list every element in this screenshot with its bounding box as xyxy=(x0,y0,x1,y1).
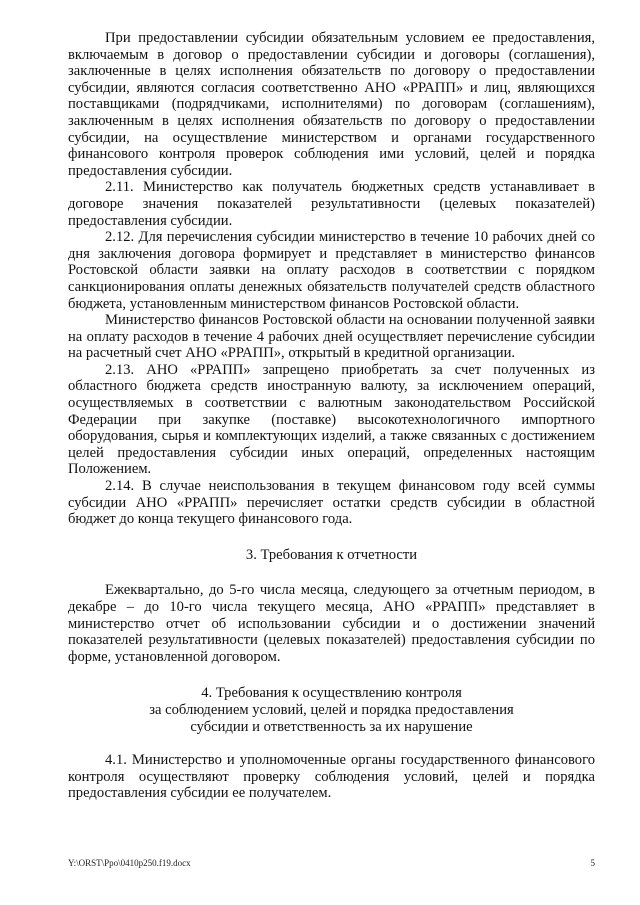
document-page xyxy=(68,30,595,802)
paragraph-2-11: 2.11. Министерство как получатель бюджетных средств устанавливает в договоре значения показателей результативности (целевых показателей) предоставления субсидии. xyxy=(68,179,595,229)
paragraph-2-13: 2.13. АНО «РРАПП» запрещено приобретать за счет полученных из областного бюджета средств иностранную валюту, за исключением операций, осуществляемых в соответствии с валютным законодательством Российской Федерации при закупке (поставке) высокотехнологичного импортного оборудования, сырья и комплектующих изделий, а также связанных с достижением целей предоставления субсидии иных операций, определенных настоящим Положением. xyxy=(68,361,595,478)
paragraph-4-1: 4.1. Министерство и уполномоченные органы государственного финансового контроля осуществляют проверку соблюдения условий, целей и порядка предоставления субсидии ее получателем. xyxy=(68,752,595,802)
paragraph-transfer: Министерство финансов Ростовской области на основании полученной заявки на оплату расходов в течение 4 рабочих дней осуществляет перечисление субсидии на расчетный счет АНО «РРАПП», открытый в кредитной организации. xyxy=(68,312,595,362)
file-path: Y:\ORST\Ppo\0410p250.f19.docx xyxy=(68,858,191,868)
paragraph-2-12: 2.12. Для перечисления субсидии министерство в течение 10 рабочих дней со дня заключения договора формирует и представляет в министерство финансов Ростовской области заявки на оплату расходов в соответствии с порядком санкционирования оплаты денежных обязательств получателей средств областного бюджета, установленным министерством финансов Ростовской области. xyxy=(68,229,595,312)
paragraph-reporting: Ежеквартально, до 5-го числа месяца, следующего за отчетным периодом, в декабре – до 10-го числа текущего месяца, АНО «РРАПП» представляет в министерство отчет об использовании субсидии и о достижении значений показателей результативности (целевых показателей) предоставления субсидии по форме, установленной договором. xyxy=(68,582,595,665)
section-3-heading: 3. Требования к отчетности xyxy=(245,546,418,563)
section-4-heading-line: за соблюдением условий, целей и порядка предоставления xyxy=(149,701,514,718)
page-number: 5 xyxy=(590,858,595,868)
section-4-heading-line: субсидии и ответственность за их нарушение xyxy=(190,718,473,735)
paragraph-consent: При предоставлении субсидии обязательным условием ее предоставления, включаемым в договор о предоставлении субсидии и договоры (соглашения), заключенные в целях исполнения обязательств по договору о предоставлении субсидии, являются согласия соответственно АНО «РРАПП» и лиц, являющихся поставщиками (подрядчиками, исполнителями) по договорам (соглашениям), заключенным в целях исполнения обязательств по договору о предоставлении субсидии, на осуществление министерством и органами государственного финансового контроля проверок соблюдения ими условий, целей и порядка предоставления субсидии. xyxy=(68,30,595,179)
section-4-heading xyxy=(68,685,595,735)
section-4-heading-line: 4. Требования к осуществлению контроля xyxy=(201,685,462,702)
paragraph-2-14: 2.14. В случае неиспользования в текущем финансовом году всей суммы субсидии АНО «РРАПП» перечисляет остатки средств субсидии в областной бюджет до конца текущего финансового года. xyxy=(68,478,595,528)
